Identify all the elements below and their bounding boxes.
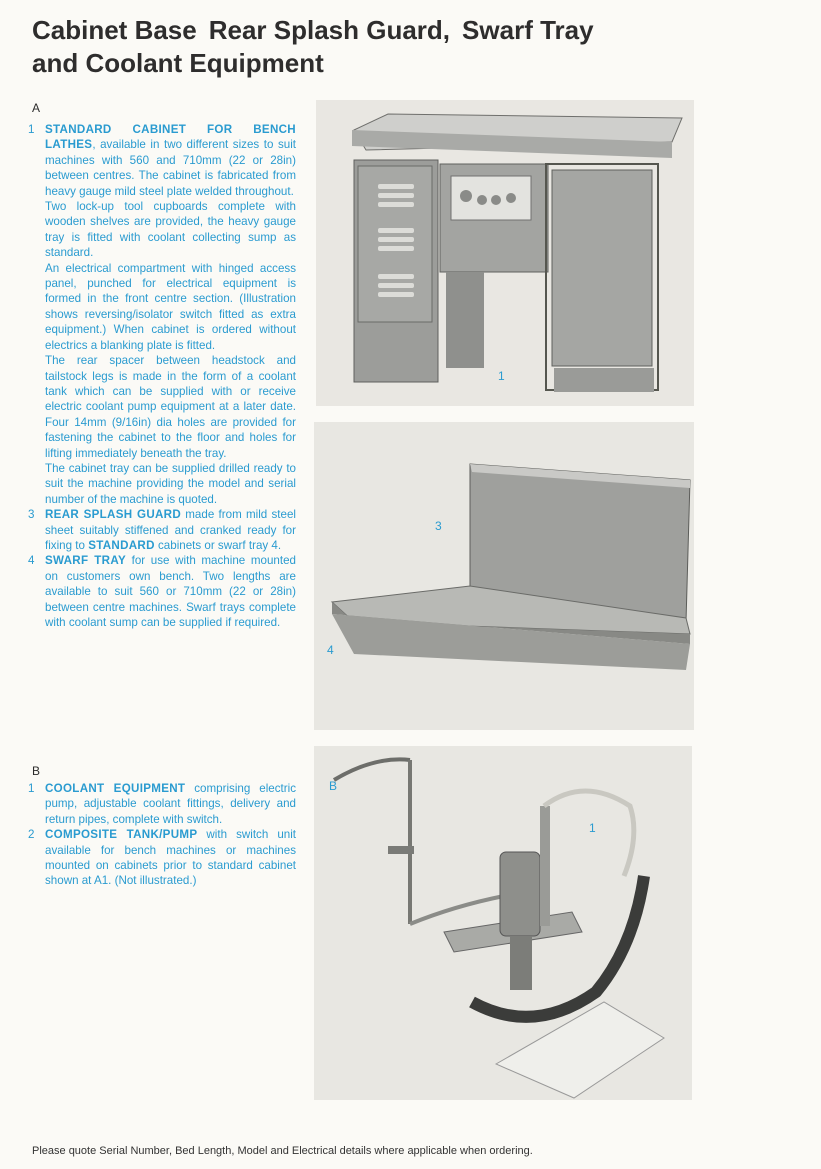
photo-coolant [314,746,692,1100]
item-heading: COOLANT EQUIPMENT [45,782,186,795]
item-body: for use with machine mounted on customers own bench. Two lengths are available to suit 560 or 710mm (22 or 28in) between centre machines. Swarf trays complete with coolant sump can be supplied if required. [45,554,296,629]
title-part: Swarf Tray [462,15,594,45]
item-body: made from mild steel sheet suitably stiffened and cranked ready for fixing to [45,508,296,552]
item-number: 4 [28,554,35,568]
photo-cabinet-callout: 1 [498,369,505,383]
item-number: 2 [28,828,35,842]
item-body: comprising electric pump, adjustable coolant fittings, delivery and return pipes, complete with switch. [45,782,296,826]
page-title [32,14,752,80]
photo-tray [314,422,694,730]
title-part: Cabinet Base [32,15,197,45]
item-emphasis: STANDARD [88,538,155,552]
item-paragraph: The cabinet tray can be supplied drilled ready to suit the machine providing the model and serial number of the machine is quoted. [45,461,296,506]
item-heading: REAR SPLASH GUARD [45,508,182,522]
photo-coolant-section-label: B [329,779,338,793]
item-heading: COMPOSITE TANK/PUMP [45,828,198,842]
item-paragraph: Two lock-up tool cupboards complete with wooden shelves are provided, the heavy gauge tray is fitted with coolant collecting sump as standard. [45,200,296,260]
tray-illustration [314,422,694,730]
coolant-illustration [314,746,692,1100]
section-a-text [28,122,296,630]
item-paragraph: An electrical compartment with hinged access panel, punched for electrical equipment is formed in the front centre section. (Illustration shows reversing/isolator switch fitted as extra equipment.) When cabinet is ordered without electrics a blanking plate is fitted. [45,261,296,352]
item-heading: STANDARD CABINET FOR BENCH LATHES [45,123,296,152]
footer-note: Please quote Serial Number, Bed Length, Model and Electrical details where applicable when ordering. [32,1145,533,1157]
item-b1 [28,781,296,827]
photo-guard-callout: 3 [435,519,442,533]
item-body: , available in two different sizes to suit machines with 560 and 710mm (22 or 28in) between centres. The cabinet is fabricated from heavy gauge mild steel plate welded throughout. [45,138,296,198]
item-a4 [28,553,296,630]
section-b-text [28,781,296,889]
cabinet-illustration [316,100,694,406]
item-number: 1 [28,123,35,136]
item-paragraph: The rear spacer between headstock and tailstock legs is made in the form of a coolant tank which can be supplied with or receive electric coolant pump equipment at a later date. Four 14mm (9/16in) dia holes are provided for fastening the cabinet to the floor and holes for lifting immediately beneath the tray. [45,354,296,460]
title-part: Rear Splash Guard, [208,15,451,45]
item-a1 [28,122,296,507]
item-heading: SWARF TRAY [45,554,126,568]
item-body: cabinets or swarf tray 4. [154,538,282,552]
photo-cabinet [316,100,694,406]
item-number: 1 [28,782,35,795]
item-body: with switch unit available for bench machines or machines mounted on cabinets prior to standard cabinet shown at A1. (Not illustrated.) [45,828,297,888]
item-b2 [28,827,296,889]
photo-coolant-callout: 1 [589,821,596,835]
item-a3 [28,507,296,553]
section-a-label: A [32,101,41,115]
title-part: and Coolant Equipment [32,48,324,78]
section-b-label: B [32,764,41,778]
photo-tray-callout: 4 [327,643,334,657]
item-number: 3 [28,508,35,522]
